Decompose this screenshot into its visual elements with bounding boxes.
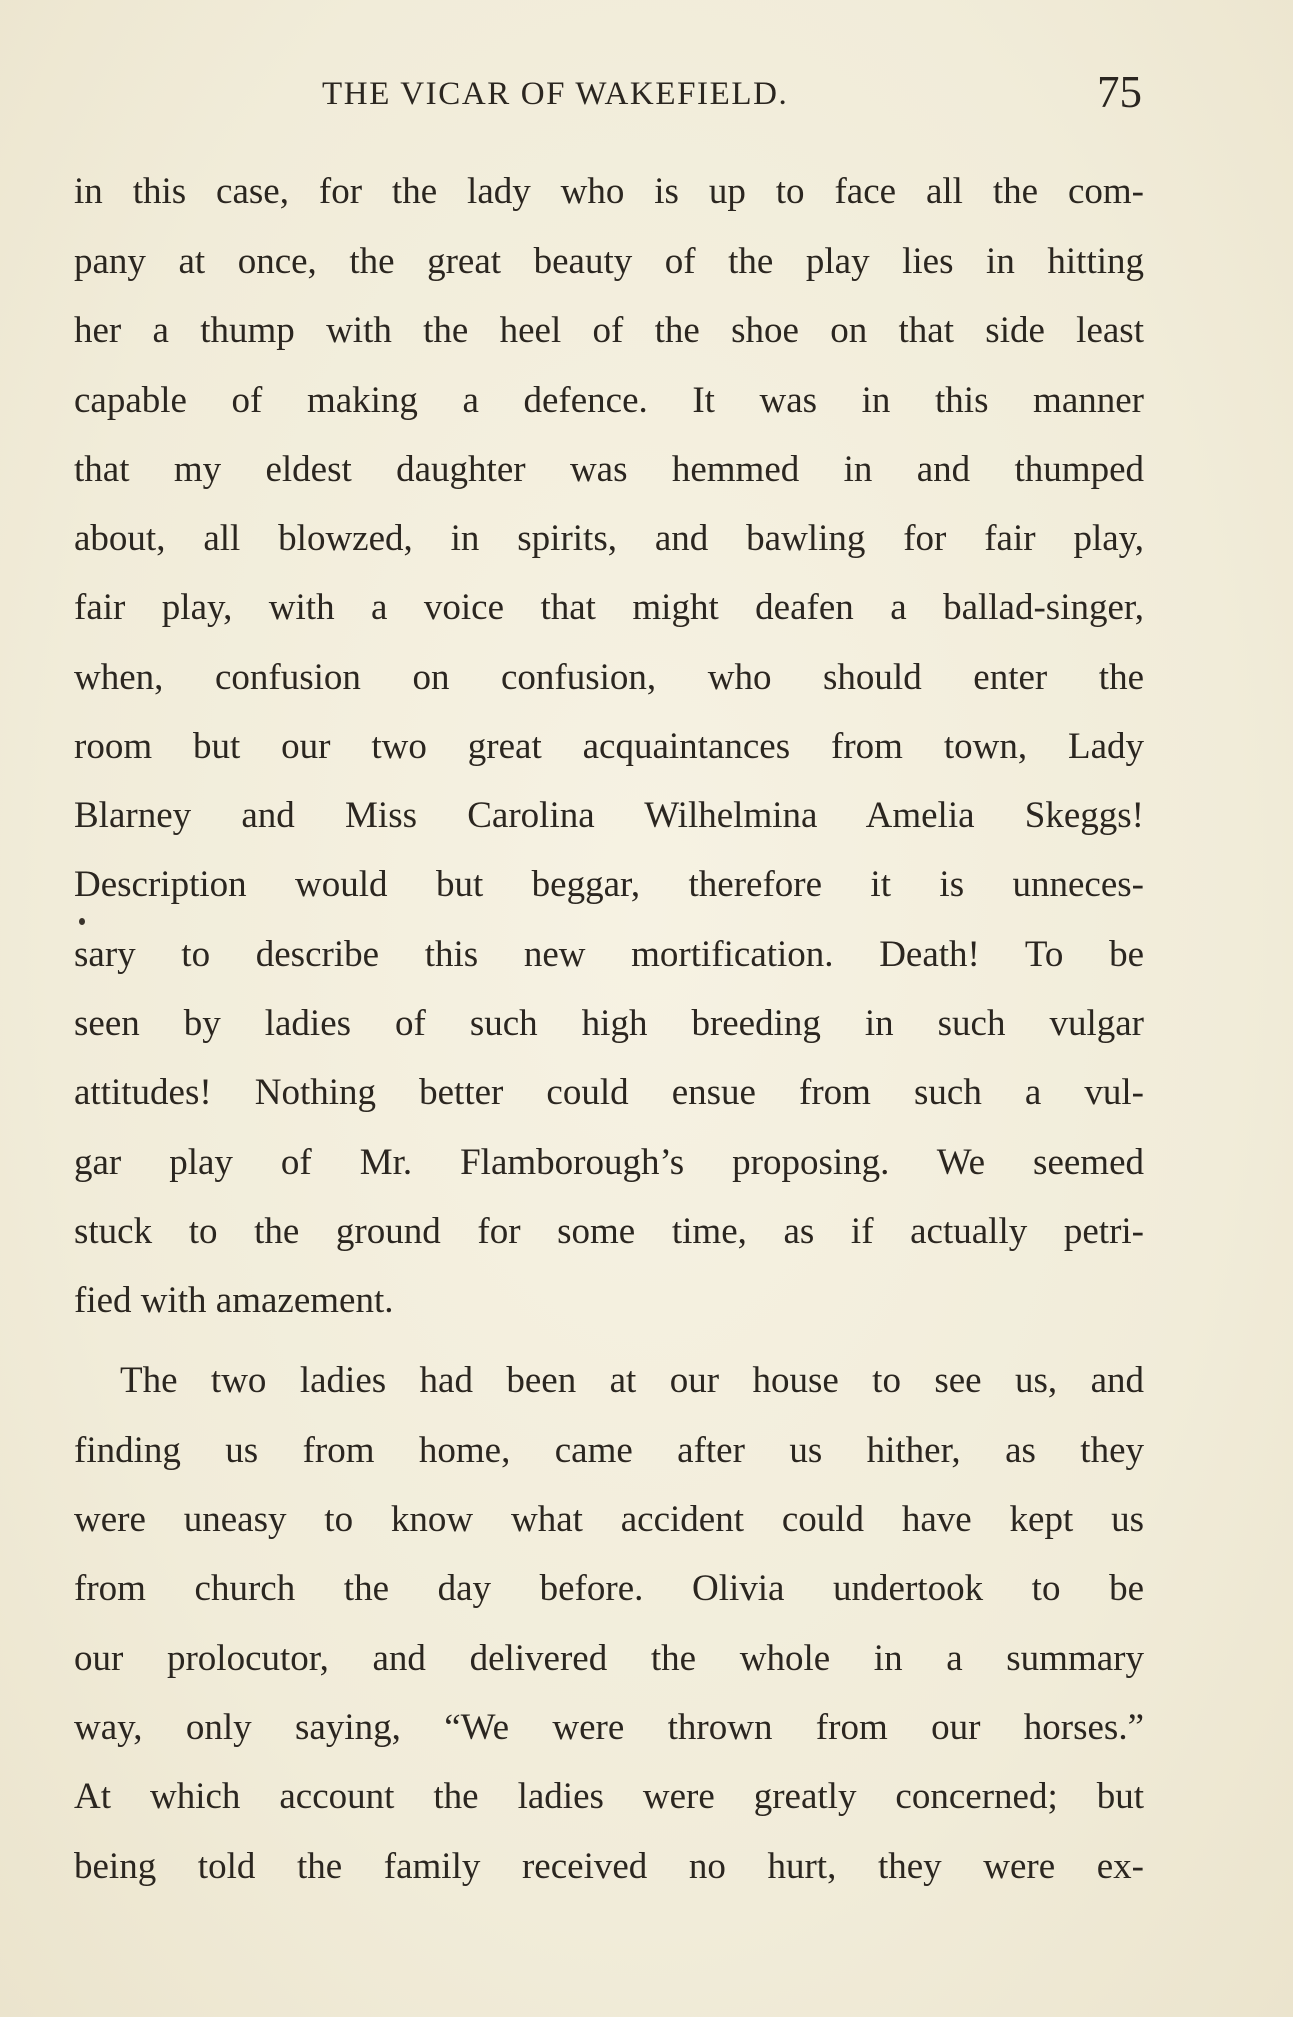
text-line: Blarney and Miss Carolina Wilhelmina Amelia Skeggs! [74, 795, 1144, 836]
text-line: way, only saying, “We were thrown from our horses.” [74, 1707, 1144, 1748]
page-number: 75 [1097, 67, 1142, 117]
text-line: from church the day before. Olivia undertook to be [74, 1568, 1144, 1609]
text-line: fair play, with a voice that might deafen a ballad-singer, [74, 587, 1144, 628]
text-line: attitudes! Nothing better could ensue from such a vul- [74, 1072, 1144, 1113]
text-line: pany at once, the great beauty of the play lies in hitting [74, 241, 1144, 282]
text-line: when, confusion on confusion, who should enter the [74, 657, 1144, 698]
text-line: gar play of Mr. Flamborough’s proposing. We seemed [74, 1142, 1144, 1183]
text-line: stuck to the ground for some time, as if actually petri- [74, 1211, 1144, 1252]
text-line: Description would but beggar, therefore it is unneces- [74, 864, 1144, 905]
page-header [322, 66, 1142, 126]
text-line: were uneasy to know what accident could have kept us [74, 1499, 1144, 1540]
text-line: sary to describe this new mortification. Death! To be [74, 934, 1144, 975]
text-line: At which account the ladies were greatly concerned; but [74, 1776, 1144, 1817]
running-title: THE VICAR OF WAKEFIELD. [322, 76, 789, 112]
text-line: being told the family received no hurt, they were ex- [74, 1846, 1144, 1887]
ink-speck [79, 918, 85, 925]
text-line: room but our two great acquaintances from town, Lady [74, 726, 1144, 767]
text-line: about, all blowzed, in spirits, and bawling for fair play, [74, 518, 1144, 559]
text-line: seen by ladies of such high breeding in such vulgar [74, 1003, 1144, 1044]
text-line: our prolocutor, and delivered the whole in a summary [74, 1638, 1144, 1679]
text-line: in this case, for the lady who is up to face all the com- [74, 171, 1144, 212]
text-line: fied with amazement. [74, 1280, 394, 1321]
text-line: that my eldest daughter was hemmed in and thumped [74, 449, 1144, 490]
text-line: capable of making a defence. It was in this manner [74, 380, 1144, 421]
text-line: The two ladies had been at our house to see us, and [120, 1360, 1144, 1401]
text-line: her a thump with the heel of the shoe on that side least [74, 310, 1144, 351]
text-line: finding us from home, came after us hither, as they [74, 1430, 1144, 1471]
